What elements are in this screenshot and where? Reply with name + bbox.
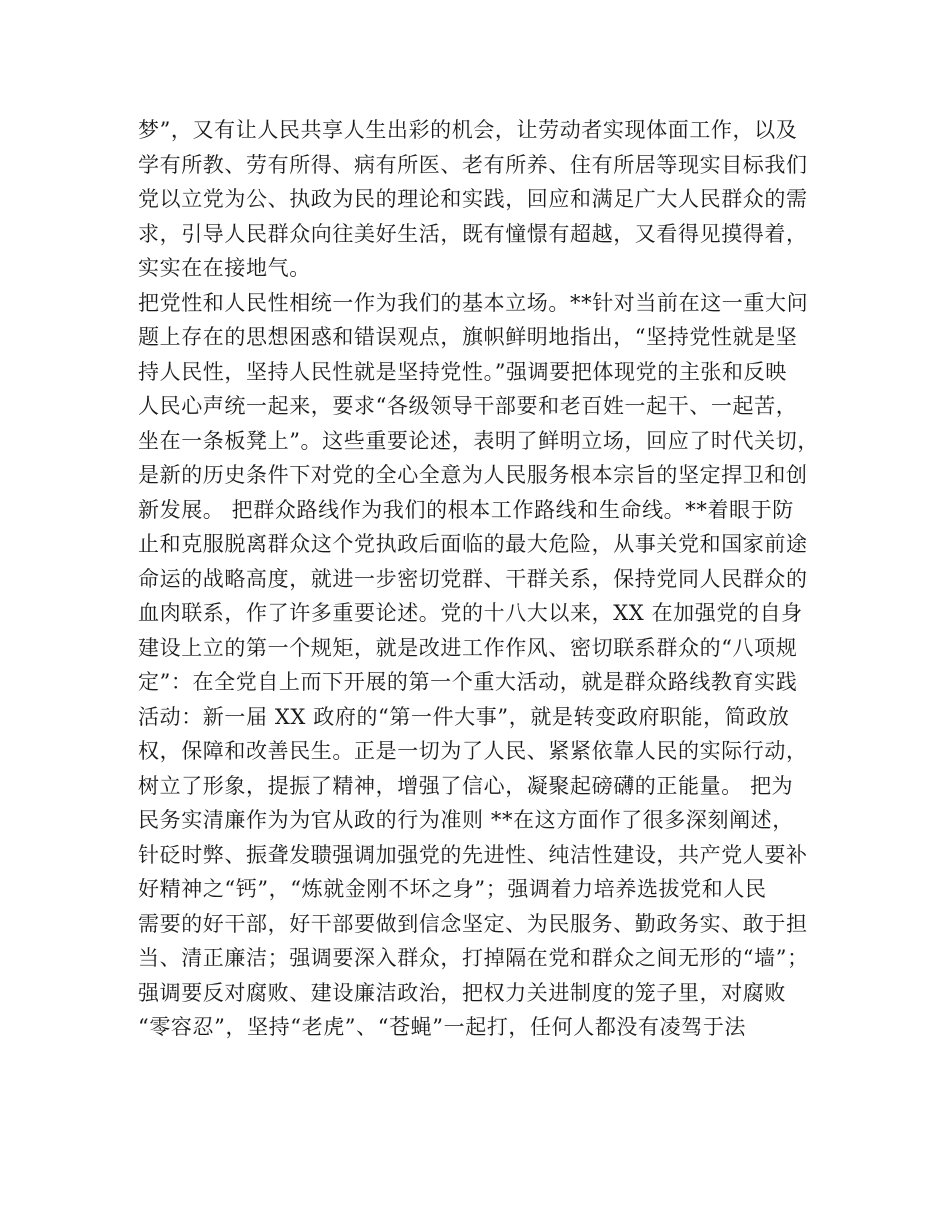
text-line: 求，引导人民群众向往美好生活，既有憧憬有超越，又看得见摸得着， xyxy=(138,221,808,246)
text-line: 是新的历史条件下对党的全心全意为人民服务根本宗旨的坚定捍卫和创 xyxy=(138,463,808,487)
text-line: 树立了形象，提振了精神，增强了信心，凝聚起磅礴的正能量。 把为 xyxy=(138,773,794,798)
text-line: 题上存在的思想困惑和错误观点，旗帜鲜明地指出，“坚持党性就是坚 xyxy=(138,325,798,349)
text-line: 民务实清廉作为为官从政的行为准则 **在这方面作了很多深刻阐述， xyxy=(138,808,794,832)
text-line: 止和克服脱离群众这个党执政后面临的最大危险，从事关党和国家前途 xyxy=(138,532,808,556)
text-line: 需要的好干部，好干部要做到信念坚定、为民服务、勤政务实、敢于担 xyxy=(138,911,808,936)
text-line: “零容忍”，坚持“老虎”、“苍蝇”一起打，任何人都没有凌驾于法 xyxy=(138,1015,747,1039)
body-text xyxy=(138,113,828,1045)
text-line: 建设上立的第一个规矩，就是改进工作作风、密切联系群众的“八项规 xyxy=(138,635,798,660)
text-line: 好精神之“钙”，“炼就金刚不坏之身”；强调着力培养选拔党和人民 xyxy=(138,877,767,901)
text-line: 权，保障和改善民生。正是一切为了人民、紧紧依靠人民的实际行动， xyxy=(138,739,808,763)
text-line: 梦”，又有让人民共享人生出彩的机会，让劳动者实现体面工作，以及 xyxy=(138,118,798,142)
text-line: 党以立党为公、执政为民的理论和实践，回应和满足广大人民群众的需 xyxy=(138,187,808,211)
text-line: 学有所教、劳有所得、病有所医、老有所养、住有所居等现实目标我们 xyxy=(138,152,808,177)
text-line: 命运的战略高度，就进一步密切党群、干群关系，保持党同人民群众的 xyxy=(138,566,808,591)
text-line: 把党性和人民性相统一作为我们的基本立场。**针对当前在这一重大问 xyxy=(138,290,809,315)
text-line: 强调要反对腐败、建设廉洁政治，把权力关进制度的笼子里，对腐败 xyxy=(138,980,786,1005)
text-line: 实实在在接地气。 xyxy=(138,256,311,280)
text-line: 坐在一条板凳上”。这些重要论述，表明了鲜明立场，回应了时代关切， xyxy=(138,428,819,453)
text-line: 人民心声统一起来，要求“各级领导干部要和老百姓一起干、一起苦， xyxy=(138,394,798,418)
text-line: 血肉联系，作了许多重要论述。党的十八大以来，XX 在加强党的自身 xyxy=(138,601,803,625)
text-line: 持人民性，坚持人民性就是坚持党性。”强调要把体现党的主张和反映 xyxy=(138,359,787,384)
text-line: 活动：新一届 XX 政府的“第一件大事”，就是转变政府职能，简政放 xyxy=(138,704,790,729)
text-line: 定”：在全党自上而下开展的第一个重大活动，就是群众路线教育实践 xyxy=(138,670,798,694)
text-line: 当、清正廉洁；强调要深入群众，打掉隔在党和群众之间无形的“墙”； xyxy=(138,946,809,970)
text-line: 针砭时弊、振聋发聩强调加强党的先进性、纯洁性建设，共产党人要补 xyxy=(138,842,808,867)
text-line: 新发展。 把群众路线作为我们的根本工作路线和生命线。**着眼于防 xyxy=(138,497,794,522)
